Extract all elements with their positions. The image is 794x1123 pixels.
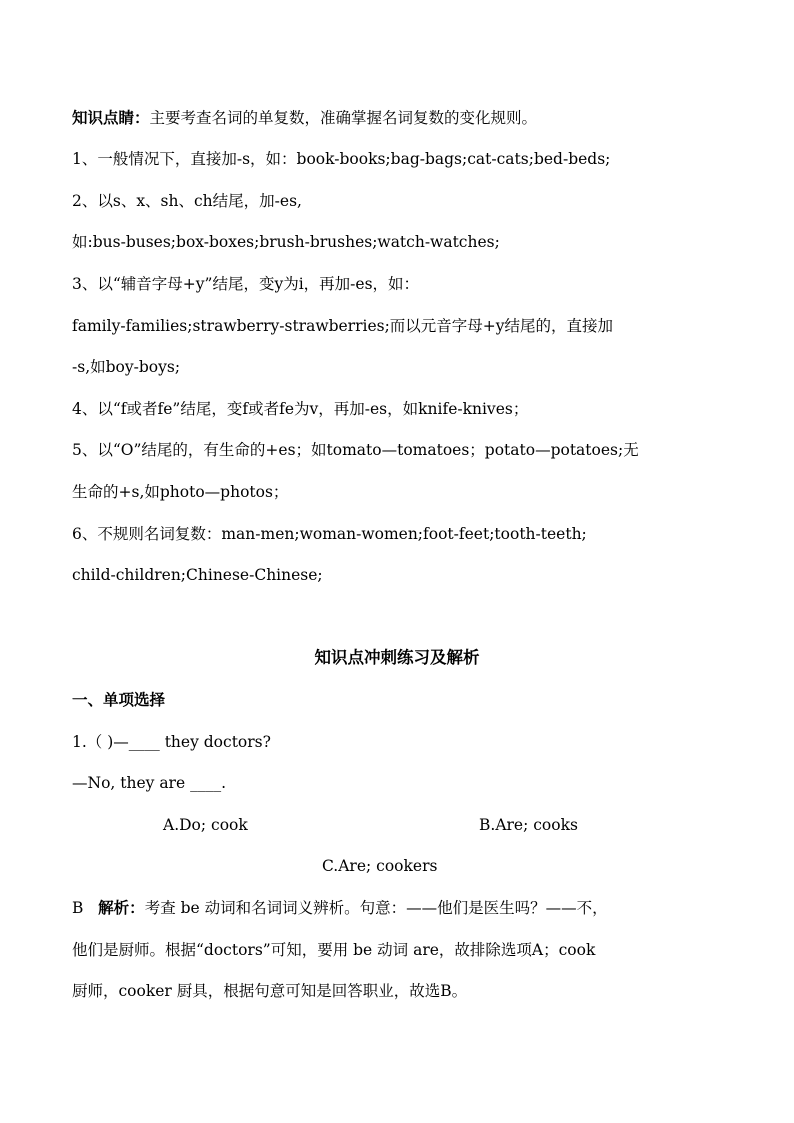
rule-line-1: 1、一般情况下，直接加-s，如：book-books;bag-bags;cat-cats;bed-beds; [72,150,611,168]
knowledge-intro [72,108,732,128]
rule-line-4: 3、以“辅音字母+y”结尾，变y为i，再加-es，如： [72,275,420,293]
answer-label: 解析： [98,898,145,917]
answer-letter: B [72,899,84,917]
rule-line-6: -s,如boy-boys; [72,358,181,376]
part-title: 一、单项选择 [72,690,166,709]
rule-line-3: 如:bus-buses;box-boxes;brush-brushes;watch-watches; [72,233,500,251]
rule-line-11: child-children;Chinese-Chinese; [72,566,323,584]
option-a: A.Do; cook [163,816,248,834]
rule-line-8: 5、以“O”结尾的，有生命的+es；如tomato—tomatoes；potato—potatoes;无 [72,441,639,459]
rule-line-10: 6、不规则名词复数：man-men;woman-women;foot-feet;tooth-teeth; [72,525,587,543]
answer-line-3: 厨师，cooker 厨具，根据句意可知是回答职业，故选B。 [72,982,468,1000]
knowledge-intro-text: 主要考查名词的单复数，准确掌握名词复数的变化规则。 [149,109,538,127]
question-line-1: 1.（ )—____ they doctors? [72,733,271,751]
knowledge-heading: 知识点睛： [72,108,150,127]
question-line-2: —No, they are ____. [72,774,226,792]
answer-line-2: 他们是厨师。根据“doctors”可知，要用 be 动词 are，故排除选项A；cook [72,941,596,959]
answer-line-1 [72,898,732,918]
option-b: B.Are; cooks [479,816,578,834]
rule-line-9: 生命的+s,如photo—photos； [72,483,289,501]
answer-text-1: 考查 be 动词和名词词义辨析。句意：——他们是医生吗？——不， [144,899,608,917]
rule-line-7: 4、以“f或者fe”结尾，变f或者fe为v，再加-es，如knife-knives； [72,400,529,418]
option-c: C.Are; cookers [322,857,438,875]
section-title: 知识点冲刺练习及解析 [314,648,480,667]
rule-line-2: 2、以s、x、sh、ch结尾，加-es, [72,192,302,210]
rule-line-5: family-families;strawberry-strawberries;而以元音字母+y结尾的，直接加 [72,317,614,335]
